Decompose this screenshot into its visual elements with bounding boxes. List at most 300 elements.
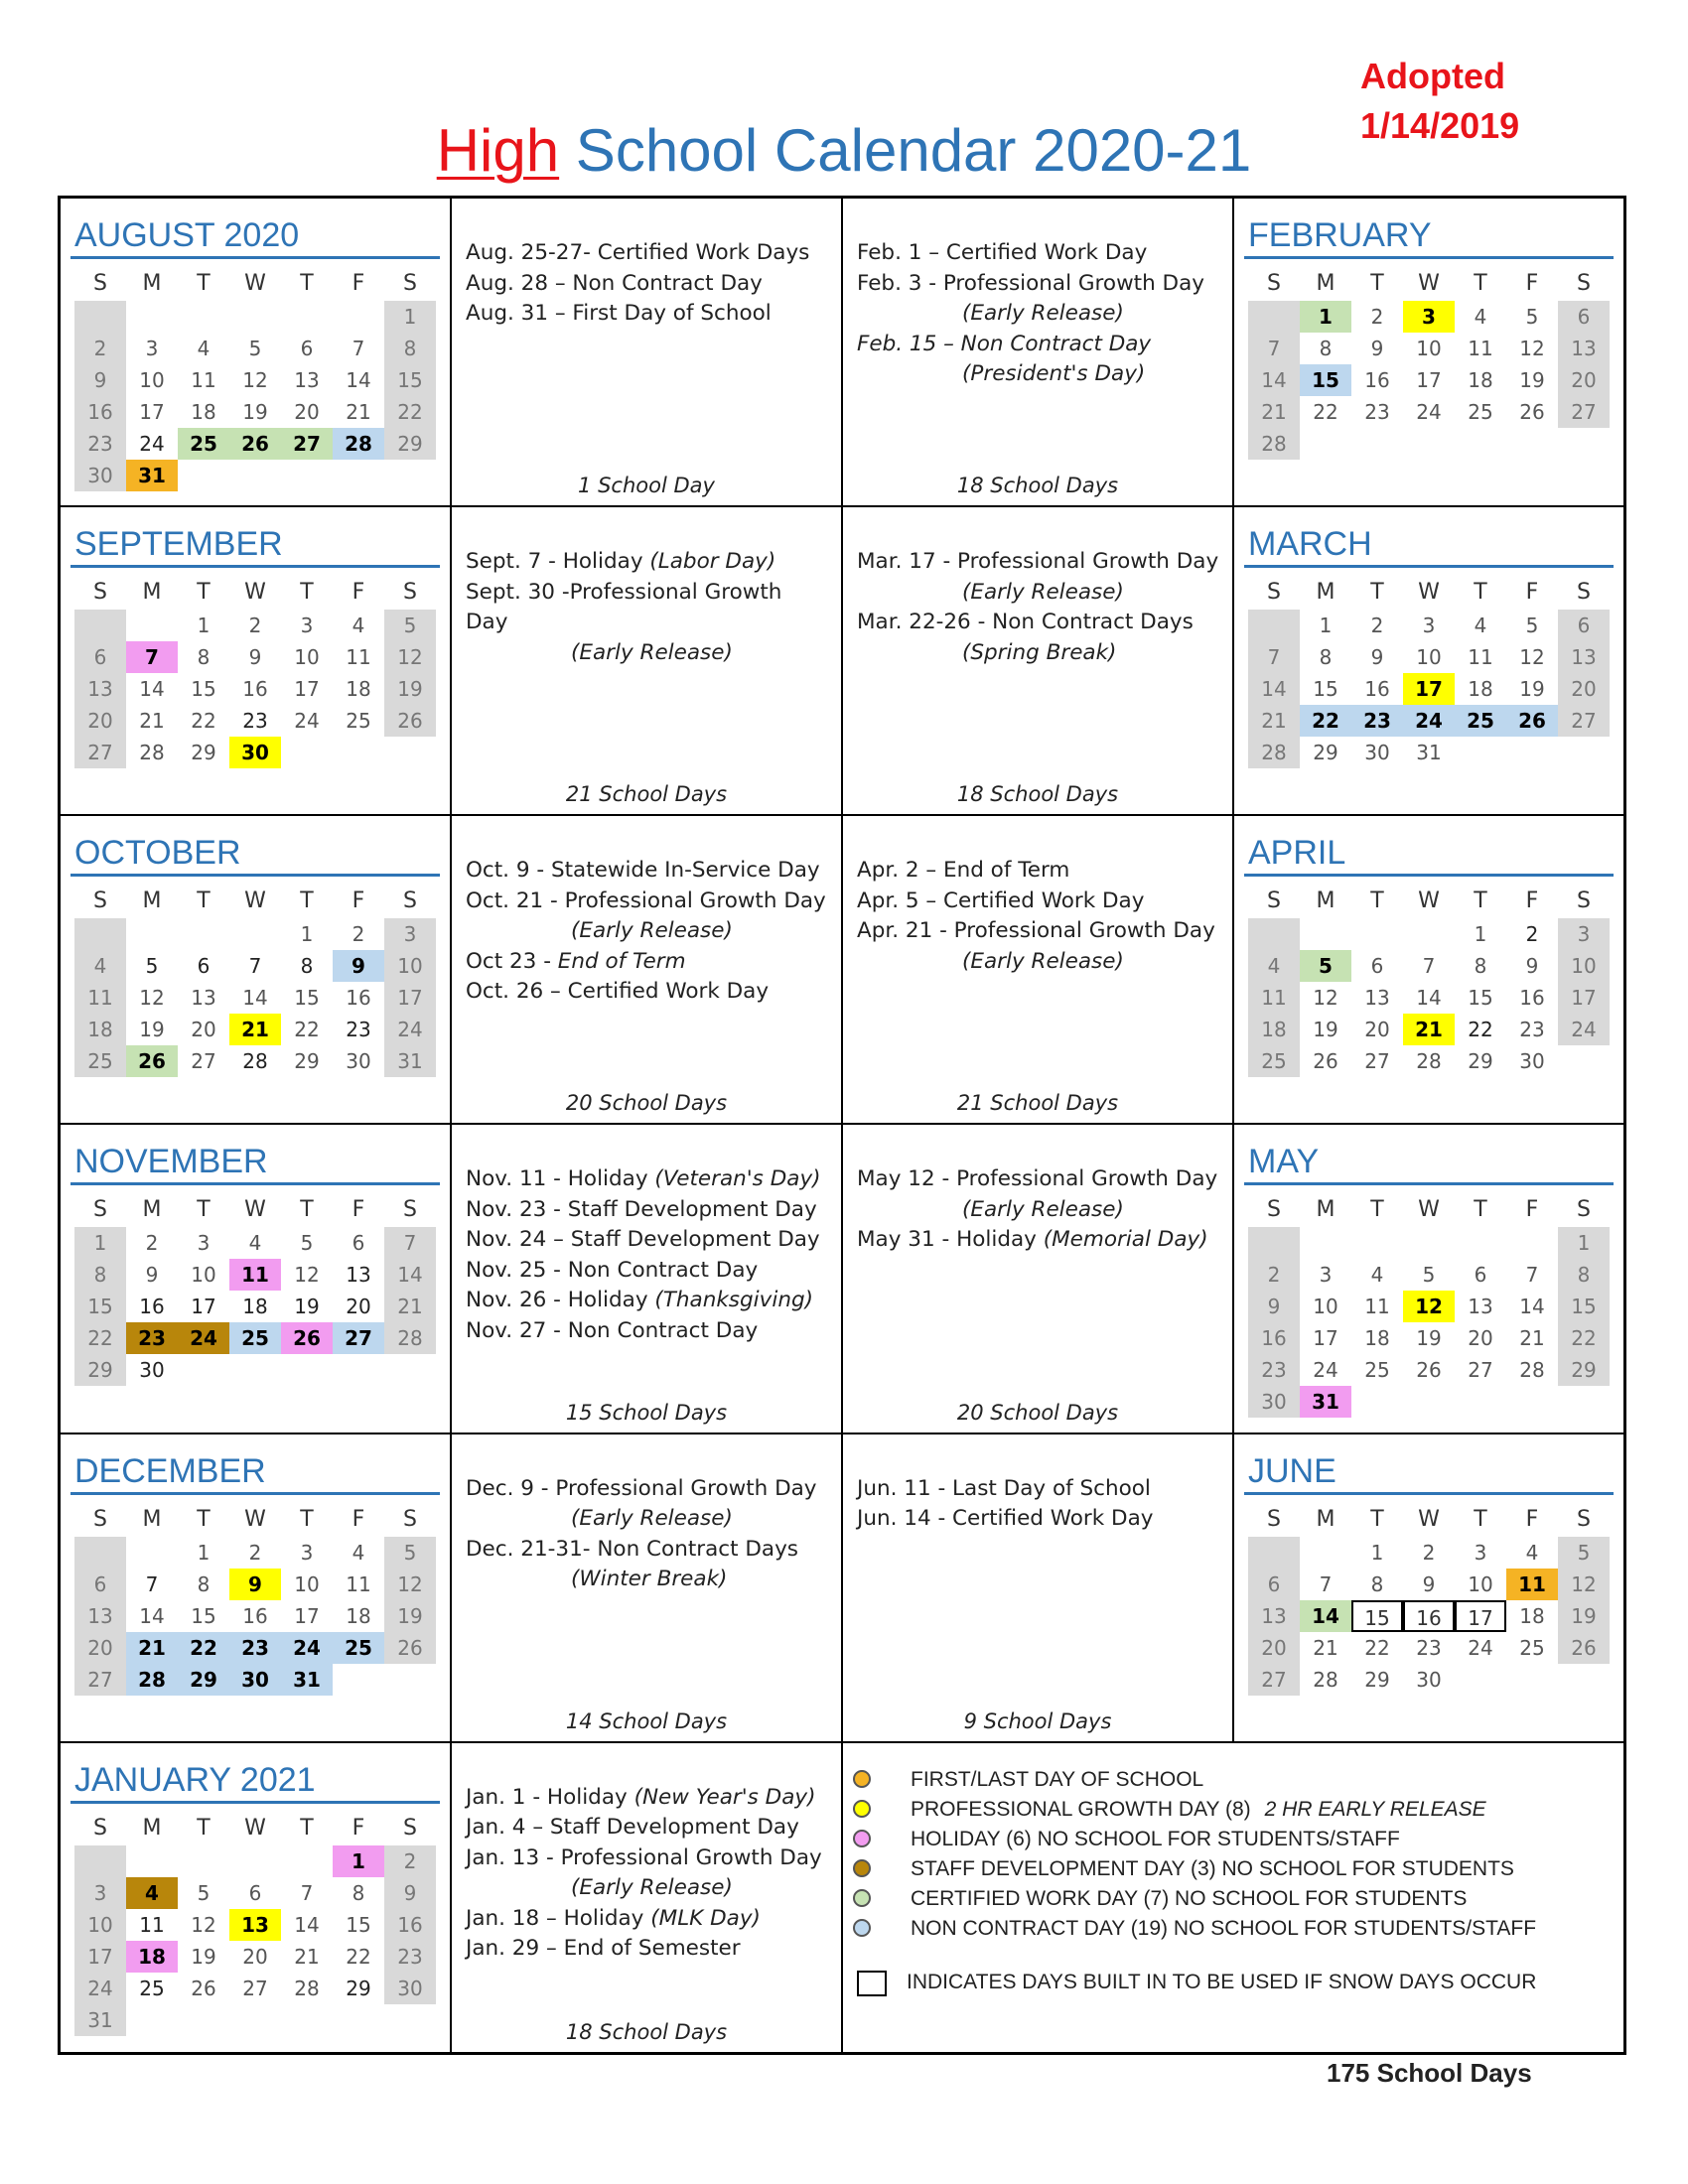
- calendar-day: 26: [229, 428, 281, 460]
- calendar-day: 14: [242, 986, 268, 1011]
- school-days-count: 21 School Days: [565, 782, 728, 807]
- calendar-day: 8: [352, 1880, 365, 1905]
- weekday-header: F: [352, 1815, 365, 1841]
- calendar-day: 24: [1558, 1014, 1610, 1045]
- note-line: [857, 916, 1220, 947]
- calendar-day: 13: [294, 368, 320, 392]
- blank-day: [126, 610, 178, 641]
- note-text: Jan. 29 – End of Semester: [466, 1936, 741, 1962]
- legend-text: [911, 1765, 1203, 1795]
- calendar-day: 18: [346, 1603, 371, 1628]
- calendar-day: 18: [1364, 1326, 1390, 1351]
- calendar-day: 9: [1525, 954, 1539, 979]
- calendar-day: 21: [1403, 1014, 1455, 1045]
- calendar-day: 14: [384, 1259, 436, 1291]
- blank-day: [281, 1845, 333, 1877]
- calendar-day: 3: [1558, 918, 1610, 950]
- weekday-header: M: [1316, 580, 1336, 606]
- note-italic: (Thanksgiving): [654, 1288, 813, 1313]
- calendar-day: 29: [74, 1354, 126, 1386]
- month-january: [61, 1743, 452, 2052]
- note-line: [857, 1504, 1220, 1535]
- weekday-header: T: [1474, 1197, 1487, 1223]
- calendar-day: 2: [352, 922, 365, 947]
- calendar-day: 10: [74, 1909, 126, 1941]
- calendar-day: 4: [248, 1231, 262, 1256]
- calendar-day: 12: [1313, 986, 1338, 1011]
- legend-extra: 2 HR EARLY RELEASE: [1264, 1797, 1486, 1821]
- calendar-day: 23: [1364, 400, 1390, 424]
- weekday-header: S: [403, 580, 417, 606]
- note-line: (Winter Break): [571, 1567, 728, 1592]
- weekday-header: F: [1525, 271, 1539, 296]
- note-text: Aug. 31 – First Day of School: [466, 301, 772, 326]
- calendar-day: 15: [1468, 986, 1493, 1011]
- month-name: DECEMBER: [70, 1450, 440, 1495]
- note-line: [857, 269, 1220, 300]
- legend-text: [911, 1854, 1514, 1884]
- calendar-day: 1: [74, 1227, 126, 1259]
- calendar-day: 30: [384, 1973, 436, 2004]
- weekday-header: M: [1316, 271, 1336, 296]
- blank-day: [74, 1537, 126, 1569]
- notes-november: [452, 1125, 843, 1433]
- calendar-day: 9: [74, 364, 126, 396]
- calendar-day: 2: [1422, 1540, 1436, 1565]
- calendar-day: 30: [346, 1049, 371, 1074]
- calendar-day: 26: [191, 1976, 216, 2000]
- calendar-day: 11: [346, 1571, 371, 1596]
- calendar-day: 3: [1403, 301, 1455, 333]
- weekday-header: T: [1474, 271, 1487, 296]
- blank-day: [333, 301, 384, 333]
- note-italic: (Labor Day): [649, 549, 776, 575]
- calendar-day: 12: [1558, 1569, 1610, 1600]
- calendar-day: 27: [1558, 396, 1610, 428]
- calendar-day: 6: [74, 641, 126, 673]
- note-italic: (Memorial Day): [1043, 1227, 1208, 1253]
- calendar-day: 2: [384, 1845, 436, 1877]
- blank-day: [1248, 1537, 1300, 1569]
- weekday-header: M: [1316, 888, 1336, 914]
- calendar-day: 12: [242, 368, 268, 392]
- note-line: [466, 1256, 829, 1287]
- calendar-day: 24: [1468, 1635, 1493, 1660]
- calendar-day: 23: [384, 1941, 436, 1973]
- school-days-count: 18 School Days: [565, 2019, 728, 2044]
- calendar-day: 7: [384, 1227, 436, 1259]
- calendar-day: 18: [191, 400, 216, 424]
- note-text: Apr. 5 – Certified Work Day: [857, 887, 1145, 913]
- weekday-header: W: [1418, 580, 1440, 606]
- note-text: Sept. 30 -Professional Growth Day: [466, 579, 782, 635]
- calendar-day: 24: [384, 1014, 436, 1045]
- calendar-day: 23: [346, 1018, 371, 1042]
- calendar-day: 16: [1364, 368, 1390, 392]
- calendar-day: 16: [1403, 1600, 1455, 1632]
- calendar-day: 5: [300, 1231, 314, 1256]
- calendar-day: 6: [352, 1231, 365, 1256]
- calendar-day: 8: [197, 1571, 211, 1596]
- legend-text: [911, 1825, 1400, 1854]
- calendar-day: 10: [1416, 645, 1442, 670]
- note-text: Jan. 4 – Staff Development Day: [466, 1815, 799, 1841]
- calendar-day: 28: [294, 1976, 320, 2000]
- calendar-day: 9: [248, 645, 262, 670]
- weekday-header: T: [1370, 888, 1384, 914]
- calendar-day: 20: [1558, 673, 1610, 705]
- month-march: [1234, 507, 1623, 816]
- calendar-day: 26: [1416, 1358, 1442, 1383]
- calendar-day: 9: [1422, 1571, 1436, 1596]
- blank-day: [126, 1537, 178, 1569]
- calendar-day: 19: [1313, 1018, 1338, 1042]
- weekday-header: F: [1525, 1506, 1539, 1532]
- notes-february: [843, 199, 1234, 507]
- calendar-day: 18: [74, 1014, 126, 1045]
- calendar-day: 8: [1474, 954, 1487, 979]
- calendar-day: 13: [1248, 1600, 1300, 1632]
- calendar-day: 30: [1364, 741, 1390, 765]
- calendar-day: 16: [139, 1295, 165, 1319]
- blank-day: [126, 918, 178, 950]
- calendar-day: 25: [333, 1632, 384, 1664]
- note-text: Jan. 13 - Professional Growth Day: [466, 1844, 822, 1870]
- calendar-day: 7: [300, 1880, 314, 1905]
- note-line: (Early Release): [571, 1506, 733, 1532]
- calendar-day: 8: [300, 954, 314, 979]
- calendar-day: 10: [384, 950, 436, 982]
- calendar-day: 1: [197, 614, 211, 638]
- calendar-day: 8: [1319, 337, 1333, 360]
- note-text: Dec. 9 - Professional Growth Day: [466, 1475, 817, 1501]
- calendar-day: 22: [294, 1018, 320, 1042]
- weekday-header: W: [1418, 1506, 1440, 1532]
- blank-day: [74, 1845, 126, 1877]
- calendar-day: 21: [139, 709, 165, 734]
- calendar-day: 2: [1370, 614, 1384, 638]
- note-line: [466, 947, 829, 978]
- calendar-day: 13: [191, 986, 216, 1011]
- calendar-day: 23: [242, 709, 268, 734]
- weekday-header: F: [1525, 1197, 1539, 1223]
- note-line: [857, 1164, 1220, 1195]
- calendar-day: 20: [1468, 1326, 1493, 1351]
- calendar-day: 8: [74, 1259, 126, 1291]
- calendar-day: 15: [1558, 1291, 1610, 1322]
- blank-day: [126, 1845, 178, 1877]
- legend-label: NON CONTRACT DAY (19) NO SCHOOL FOR STUDENTS/STAFF: [911, 1916, 1537, 1940]
- note-text: May 12 - Professional Growth Day: [857, 1166, 1218, 1192]
- month-name: OCTOBER: [70, 832, 440, 877]
- calendar-day: 22: [384, 396, 436, 428]
- calendar-day: 3: [1319, 1263, 1333, 1288]
- blank-day: [1403, 918, 1455, 950]
- calendar-day: 17: [74, 1941, 126, 1973]
- calendar-day: 27: [1364, 1049, 1390, 1074]
- notes-list: [452, 1434, 841, 1595]
- weekday-header: T: [197, 1815, 211, 1841]
- calendar-day: 17: [139, 400, 165, 424]
- calendar-day: 8: [1558, 1259, 1610, 1291]
- calendar-day: 24: [294, 709, 320, 734]
- calendar-day: 7: [1248, 333, 1300, 364]
- weekday-header: T: [197, 580, 211, 606]
- calendar-day: 10: [294, 645, 320, 670]
- adopted-label: Adopted: [1360, 56, 1505, 96]
- month-name: APRIL: [1244, 832, 1614, 877]
- calendar-day: 22: [1300, 705, 1351, 737]
- note-line: [857, 856, 1220, 887]
- calendar-day: 16: [74, 396, 126, 428]
- note-text: Nov. 24 – Staff Development Day: [466, 1227, 820, 1253]
- calendar-day: 22: [1313, 400, 1338, 424]
- calendar-day: 26: [384, 1632, 436, 1664]
- month-name: NOVEMBER: [70, 1141, 440, 1185]
- weekday-header: M: [142, 888, 162, 914]
- calendar-day: 28: [1416, 1049, 1442, 1074]
- calendar-day: 25: [229, 1322, 281, 1354]
- calendar-day: 4: [126, 1877, 178, 1909]
- weekday-header: S: [1577, 888, 1591, 914]
- calendar-day: 21: [294, 1944, 320, 1969]
- month-day-grid: [1248, 1503, 1614, 1696]
- note-line: (Early Release): [962, 301, 1124, 326]
- note-line: [466, 887, 829, 917]
- calendar-day: 28: [333, 428, 384, 460]
- weekday-header: T: [1370, 1197, 1384, 1223]
- note-text: Nov. 11 - Holiday: [466, 1166, 655, 1192]
- weekday-header: S: [403, 1815, 417, 1841]
- calendar-day: 4: [1474, 614, 1487, 638]
- calendar-day: 27: [74, 1664, 126, 1696]
- calendar-day: 2: [145, 1231, 159, 1256]
- calendar-day: 28: [139, 741, 165, 765]
- notes-list: [452, 507, 841, 668]
- snow-day-box-icon: [857, 1971, 887, 1996]
- weekday-header: W: [1418, 1197, 1440, 1223]
- notes-list: [843, 816, 1232, 977]
- calendar-day: 13: [1558, 333, 1610, 364]
- calendar-day: 3: [384, 918, 436, 950]
- calendar-day: 5: [197, 1880, 211, 1905]
- calendar-day: 25: [1519, 1635, 1545, 1660]
- month-february: [1234, 199, 1623, 507]
- weekday-header: F: [1525, 580, 1539, 606]
- calendar-day: 1: [333, 1845, 384, 1877]
- calendar-day: 31: [1416, 741, 1442, 765]
- calendar-day: 16: [1364, 677, 1390, 702]
- month-name: MARCH: [1244, 523, 1614, 568]
- calendar-day: 30: [74, 460, 126, 491]
- calendar-day: 7: [248, 954, 262, 979]
- calendar-day: 6: [1558, 610, 1610, 641]
- weekday-header: W: [244, 888, 266, 914]
- calendar-day: 18: [126, 1941, 178, 1973]
- month-day-grid: [74, 885, 440, 1077]
- legend-dot-icon: [853, 1800, 871, 1818]
- school-days-count: 15 School Days: [565, 1400, 728, 1425]
- note-text: Feb. 1 – Certified Work Day: [857, 240, 1148, 265]
- notes-list: [452, 1743, 841, 1965]
- calendar-day: 14: [1248, 673, 1300, 705]
- note-italic: End of Term: [557, 948, 686, 974]
- note-text: Oct. 9 - Statewide In-Service Day: [466, 858, 820, 884]
- blank-day: [1403, 1227, 1455, 1259]
- school-days-count: 18 School Days: [956, 782, 1119, 807]
- calendar-day: 3: [74, 1877, 126, 1909]
- calendar-day: 11: [191, 368, 216, 392]
- calendar-day: 13: [74, 1600, 126, 1632]
- calendar-day: 24: [1313, 1358, 1338, 1383]
- blank-day: [178, 1845, 229, 1877]
- calendar-day: 31: [126, 460, 178, 491]
- calendar-day: 25: [1248, 1045, 1300, 1077]
- calendar-day: 13: [1468, 1295, 1493, 1319]
- calendar-day: 25: [346, 709, 371, 734]
- calendar-day: 13: [74, 673, 126, 705]
- calendar-day: 23: [1351, 705, 1403, 737]
- calendar-day: 29: [346, 1976, 371, 2000]
- calendar-day: 29: [384, 428, 436, 460]
- calendar-day: 21: [1248, 396, 1300, 428]
- note-text: Mar. 17 - Professional Growth Day: [857, 549, 1219, 575]
- calendar-day: 10: [139, 368, 165, 392]
- weekday-header: F: [1525, 888, 1539, 914]
- school-days-count: 21 School Days: [956, 1091, 1119, 1116]
- note-line: [466, 1195, 829, 1226]
- weekday-header: S: [1267, 1197, 1281, 1223]
- note-line: [466, 1934, 829, 1965]
- calendar-day: 28: [242, 1049, 268, 1074]
- calendar-day: 10: [191, 1263, 216, 1288]
- note-line: [466, 547, 829, 578]
- weekday-header: S: [1577, 1197, 1591, 1223]
- calendar-day: 27: [74, 737, 126, 768]
- legend-label: CERTIFIED WORK DAY (7) NO SCHOOL FOR STUDENTS: [911, 1886, 1468, 1910]
- note-line: (Early Release): [571, 639, 733, 665]
- blank-day: [126, 301, 178, 333]
- calendar-day: 25: [1455, 705, 1506, 737]
- note-line: [466, 238, 829, 269]
- calendar-day: 16: [1519, 986, 1545, 1011]
- weekday-header: T: [197, 1197, 211, 1223]
- note-line: [466, 856, 829, 887]
- calendar-day: 19: [1558, 1600, 1610, 1632]
- weekday-header: S: [403, 1506, 417, 1532]
- calendar-day: 14: [1519, 1295, 1545, 1319]
- blank-day: [1300, 1227, 1351, 1259]
- weekday-header: T: [300, 1815, 314, 1841]
- calendar-day: 16: [384, 1909, 436, 1941]
- note-line: (Early Release): [962, 1196, 1124, 1222]
- weekday-header: F: [352, 1197, 365, 1223]
- calendar-day: 1: [1319, 614, 1333, 638]
- school-days-count: 14 School Days: [565, 1708, 728, 1733]
- month-april: [1234, 816, 1623, 1125]
- calendar-day: 20: [74, 705, 126, 737]
- calendar-day: 31: [384, 1045, 436, 1077]
- calendar-day: 8: [1370, 1571, 1384, 1596]
- month-day-grid: [1248, 576, 1614, 768]
- calendar-day: 2: [248, 1540, 262, 1565]
- calendar-day: 27: [1248, 1664, 1300, 1696]
- note-text: Nov. 23 - Staff Development Day: [466, 1196, 817, 1222]
- school-days-count: 9 School Days: [963, 1708, 1112, 1733]
- weekday-header: S: [1577, 580, 1591, 606]
- calendar-day: 7: [145, 1571, 159, 1596]
- calendar-day: 17: [1558, 982, 1610, 1014]
- weekday-header: W: [244, 1506, 266, 1532]
- calendar-day: 19: [139, 1018, 165, 1042]
- blank-day: [229, 1845, 281, 1877]
- weekday-header: M: [1316, 1506, 1336, 1532]
- legend-snow-text: INDICATES DAYS BUILT IN TO BE USED IF SNOW DAYS OCCUR: [907, 1970, 1537, 1993]
- calendar-day: 23: [229, 1632, 281, 1664]
- month-day-grid: [1248, 1193, 1614, 1418]
- calendar-day: 29: [178, 1664, 229, 1696]
- calendar-day: 27: [242, 1976, 268, 2000]
- calendar-day: 1: [1474, 922, 1487, 947]
- calendar-day: 2: [1370, 305, 1384, 329]
- note-line: (Spring Break): [962, 639, 1117, 665]
- month-name: MAY: [1244, 1141, 1614, 1185]
- weekday-header: T: [1474, 580, 1487, 606]
- weekday-header: M: [142, 1815, 162, 1841]
- calendar-day: 2: [248, 614, 262, 638]
- calendar-day: 19: [384, 673, 436, 705]
- calendar-day: 11: [1364, 1295, 1390, 1319]
- note-line: [466, 578, 829, 638]
- calendar-day: 19: [294, 1295, 320, 1319]
- calendar-day: 7: [1422, 954, 1436, 979]
- calendar-day: 21: [1248, 705, 1300, 737]
- calendar-day: 16: [242, 1603, 268, 1628]
- note-text: Nov. 26 - Holiday: [466, 1288, 655, 1313]
- calendar-day: 25: [1468, 400, 1493, 424]
- school-days-count: 18 School Days: [956, 474, 1119, 498]
- blank-day: [1248, 610, 1300, 641]
- calendar-day: 27: [191, 1049, 216, 1074]
- calendar-day: 11: [346, 645, 371, 670]
- note-text: Jun. 14 - Certified Work Day: [857, 1506, 1154, 1532]
- calendar-day: 21: [1313, 1635, 1338, 1660]
- note-line: (Early Release): [571, 918, 733, 944]
- calendar-day: 15: [346, 1912, 371, 1937]
- calendar-day: 23: [1248, 1354, 1300, 1386]
- calendar-day: 21: [229, 1014, 281, 1045]
- calendar-day: 21: [1519, 1326, 1545, 1351]
- calendar-day: 6: [1370, 954, 1384, 979]
- calendar-day: 18: [1519, 1603, 1545, 1628]
- month-name: FEBRUARY: [1244, 214, 1614, 259]
- calendar-day: 27: [1558, 705, 1610, 737]
- calendar-day: 5: [145, 954, 159, 979]
- notes-list: [843, 199, 1232, 390]
- calendar-day: 15: [1313, 677, 1338, 702]
- calendar-day: 20: [346, 1295, 371, 1319]
- calendar-day: 4: [352, 614, 365, 638]
- calendar-day: 15: [294, 986, 320, 1011]
- legend-label: STAFF DEVELOPMENT DAY (3) NO SCHOOL FOR STUDENTS: [911, 1856, 1514, 1880]
- calendar-day: 8: [384, 333, 436, 364]
- month-october: [61, 816, 452, 1125]
- month-november: [61, 1125, 452, 1433]
- weekday-header: T: [300, 888, 314, 914]
- calendar-day: 30: [1519, 1049, 1545, 1074]
- calendar-day: 23: [74, 428, 126, 460]
- weekday-header: S: [1577, 1506, 1591, 1532]
